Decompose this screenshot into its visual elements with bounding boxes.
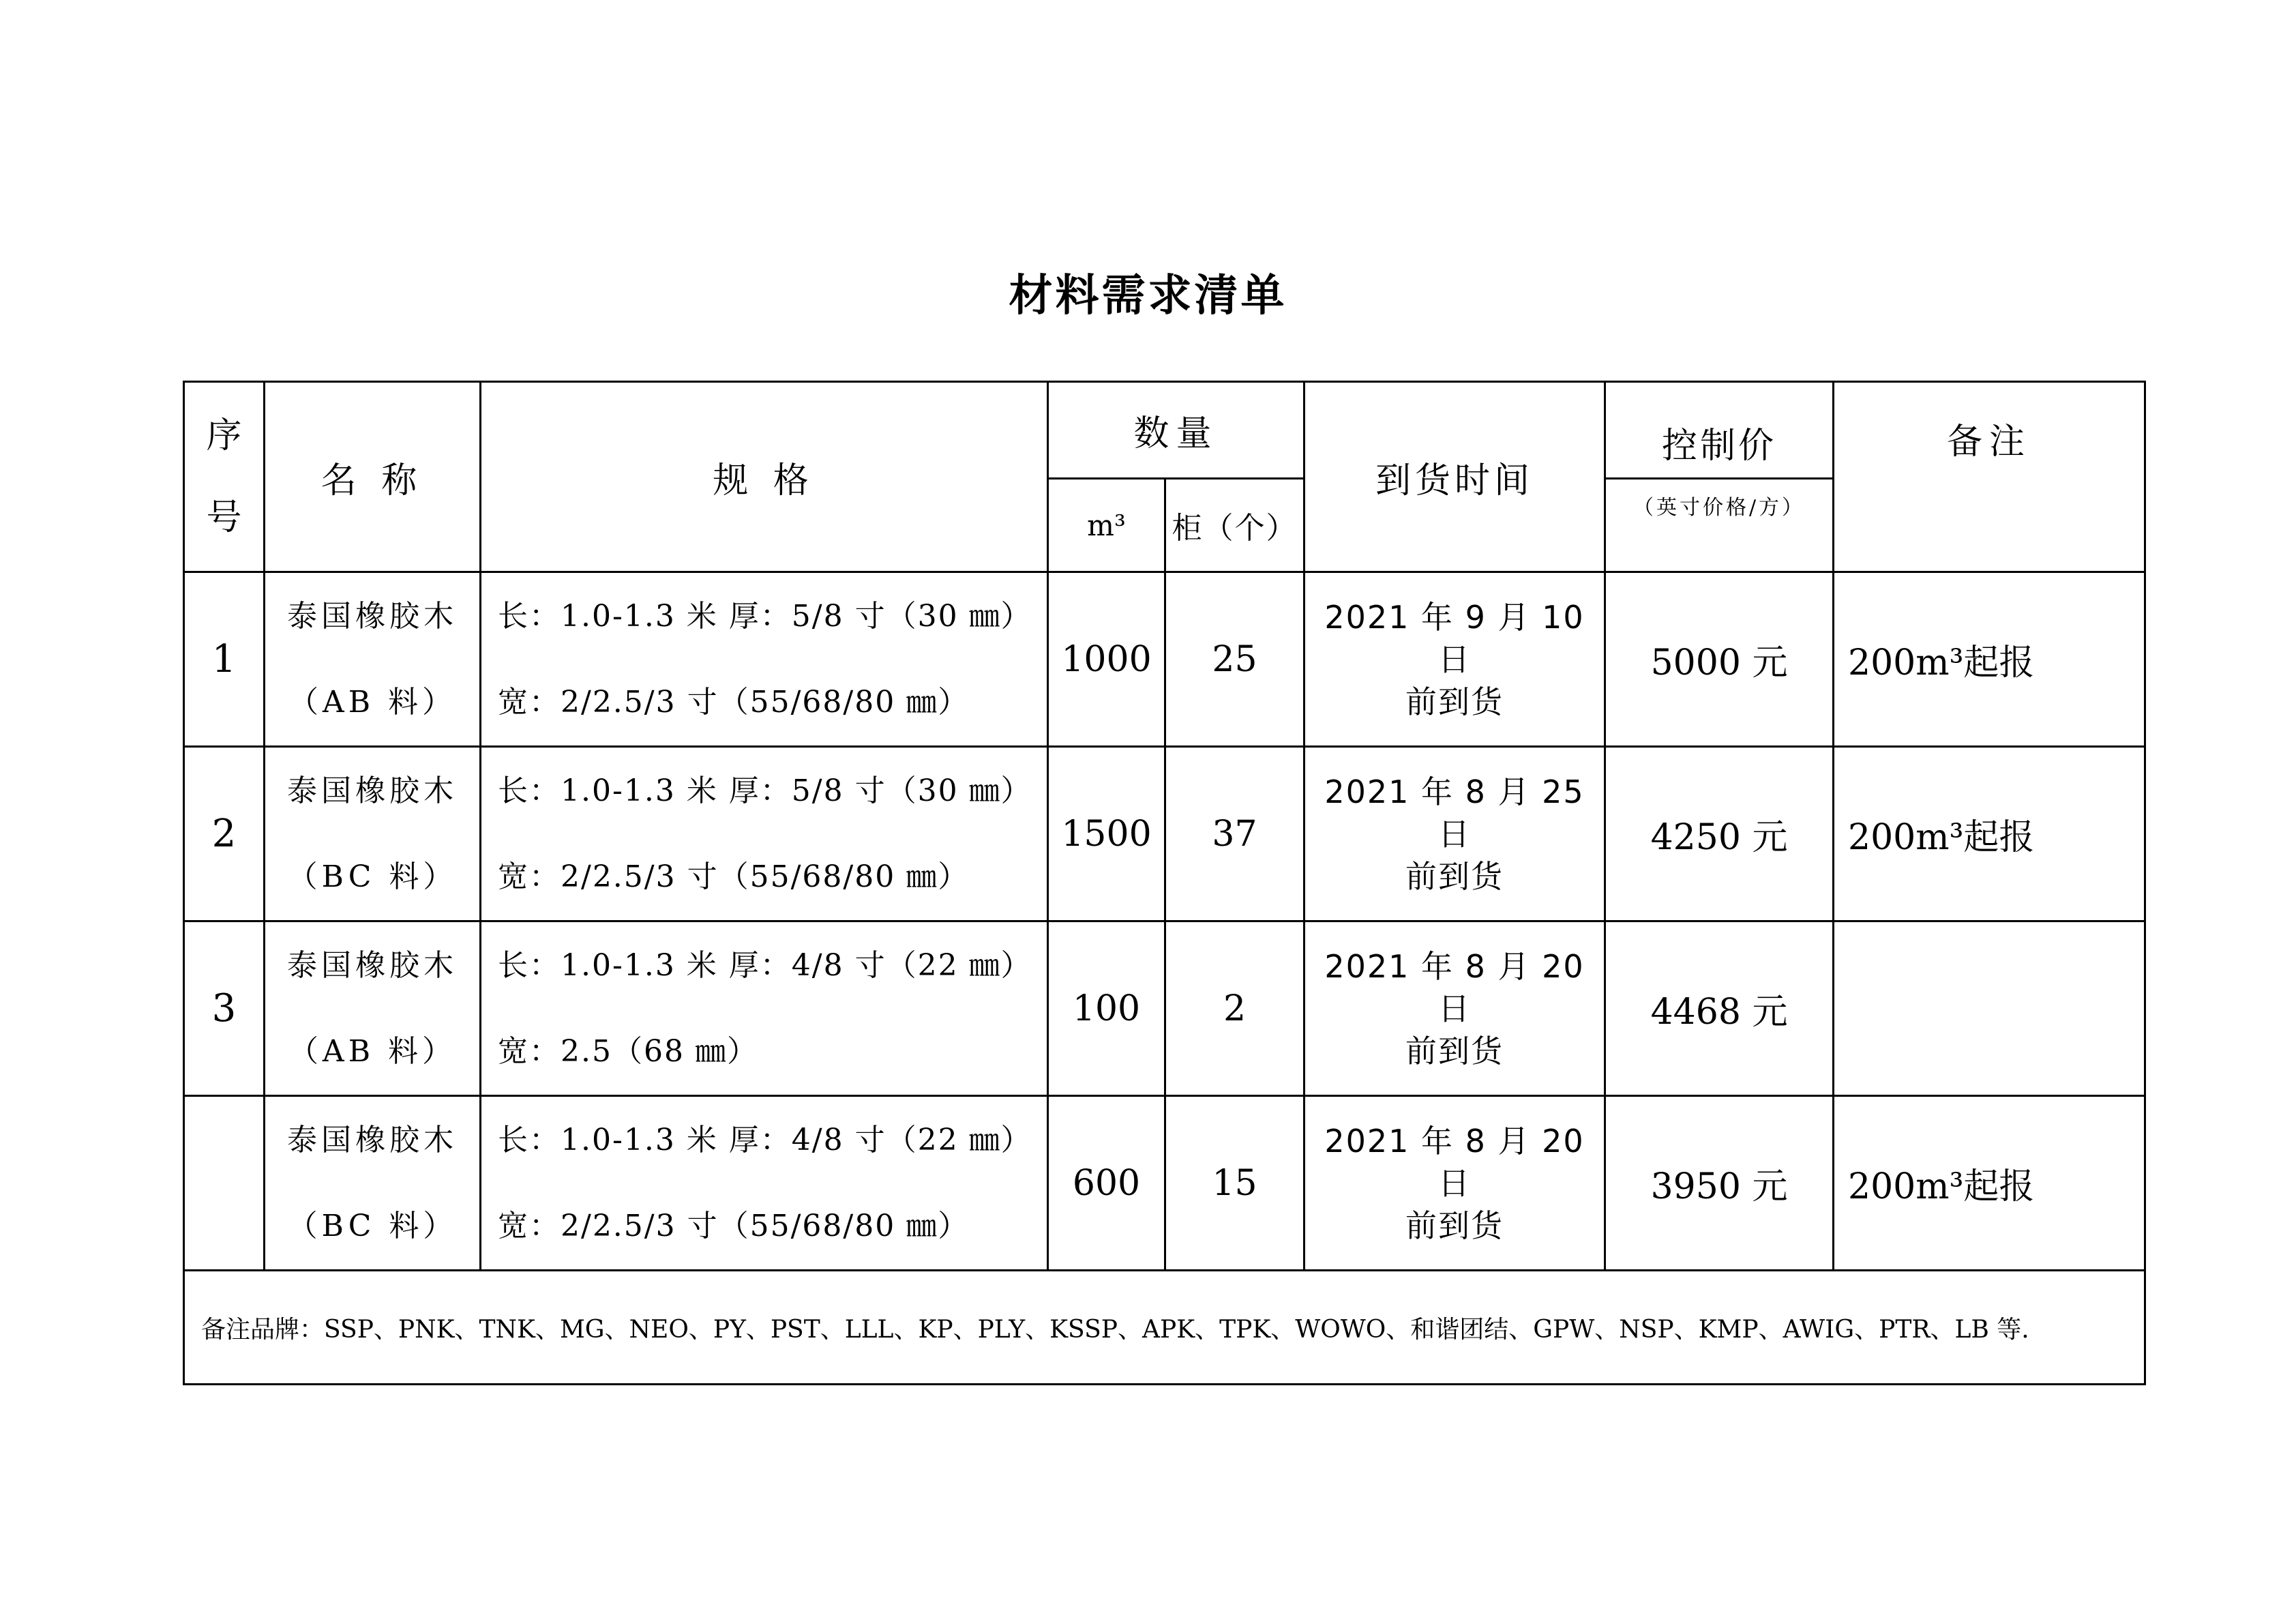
document-title: 材料需求清单: [1009, 271, 1287, 321]
row-arrival: 2021 年 8 月 20 日 前到货: [1304, 921, 1605, 1096]
row-remark: 200m³起报: [1834, 747, 2145, 921]
header-price-note: （英寸价格/方）: [1605, 479, 1834, 572]
table-row: [184, 1096, 2145, 1271]
header-spec: 规 格: [481, 382, 1048, 572]
row-m3: 600: [1048, 1096, 1165, 1271]
row-seq: 1: [184, 572, 265, 747]
table-row: [184, 572, 2145, 747]
row-spec: 长：1.0-1.3 米 厚：4/8 寸（22 ㎜） 宽：2/2.5/3 寸（55/68/80 ㎜）: [481, 1096, 1048, 1271]
row-arrival: 2021 年 8 月 25 日 前到货: [1304, 747, 1605, 921]
row-seq: 2: [184, 747, 265, 921]
table-row: [184, 747, 2145, 921]
header-quantity-cabinet: 柜（个）: [1165, 479, 1304, 572]
row-price: 4250 元: [1605, 747, 1834, 921]
row-price: 3950 元: [1605, 1096, 1834, 1271]
row-arrival: 2021 年 8 月 20 日 前到货: [1304, 1096, 1605, 1271]
row-arrival: 2021 年 9 月 10 日 前到货: [1304, 572, 1605, 747]
row-m3: 1500: [1048, 747, 1165, 921]
header-arrival: 到货时间: [1304, 382, 1605, 572]
row-spec: 长：1.0-1.3 米 厚：5/8 寸（30 ㎜） 宽：2/2.5/3 寸（55/68/80 ㎜）: [481, 747, 1048, 921]
row-cabinet: 15: [1165, 1096, 1304, 1271]
row-spec: 长：1.0-1.3 米 厚：4/8 寸（22 ㎜） 宽：2.5（68 ㎜）: [481, 921, 1048, 1096]
row-name: 泰国橡胶木 （AB 料）: [265, 921, 481, 1096]
header-seq: 序 号: [184, 382, 265, 572]
row-name: 泰国橡胶木 （BC 料）: [265, 747, 481, 921]
row-m3: 100: [1048, 921, 1165, 1096]
header-quantity-m3: m³: [1048, 479, 1165, 572]
row-cabinet: 37: [1165, 747, 1304, 921]
row-name: 泰国橡胶木 （BC 料）: [265, 1096, 481, 1271]
row-m3: 1000: [1048, 572, 1165, 747]
requirements-table: [183, 381, 2146, 1385]
row-cabinet: 2: [1165, 921, 1304, 1096]
brands-note: 备注品牌：SSP、PNK、TNK、MG、NEO、PY、PST、LLL、KP、PLY、KSSP、APK、TPK、WOWO、和谐团结、GPW、NSP、KMP、AWIG、PTR、LB 等.: [184, 1271, 2145, 1385]
row-cabinet: 25: [1165, 572, 1304, 747]
row-remark: 200m³起报: [1834, 572, 2145, 747]
row-seq: 3: [184, 921, 265, 1096]
row-price: 4468 元: [1605, 921, 1834, 1096]
header-name: 名 称: [265, 382, 481, 572]
row-price: 5000 元: [1605, 572, 1834, 747]
header-quantity: 数量: [1048, 382, 1304, 479]
row-spec: 长：1.0-1.3 米 厚：5/8 寸（30 ㎜） 宽：2/2.5/3 寸（55/68/80 ㎜）: [481, 572, 1048, 747]
row-seq: [184, 1096, 265, 1271]
header-remark: 备注: [1834, 382, 2145, 572]
row-remark: [1834, 921, 2145, 1096]
row-remark: 200m³起报: [1834, 1096, 2145, 1271]
table-row: [184, 921, 2145, 1096]
row-name: 泰国橡胶木 （AB 料）: [265, 572, 481, 747]
header-price: 控制价: [1605, 382, 1834, 479]
